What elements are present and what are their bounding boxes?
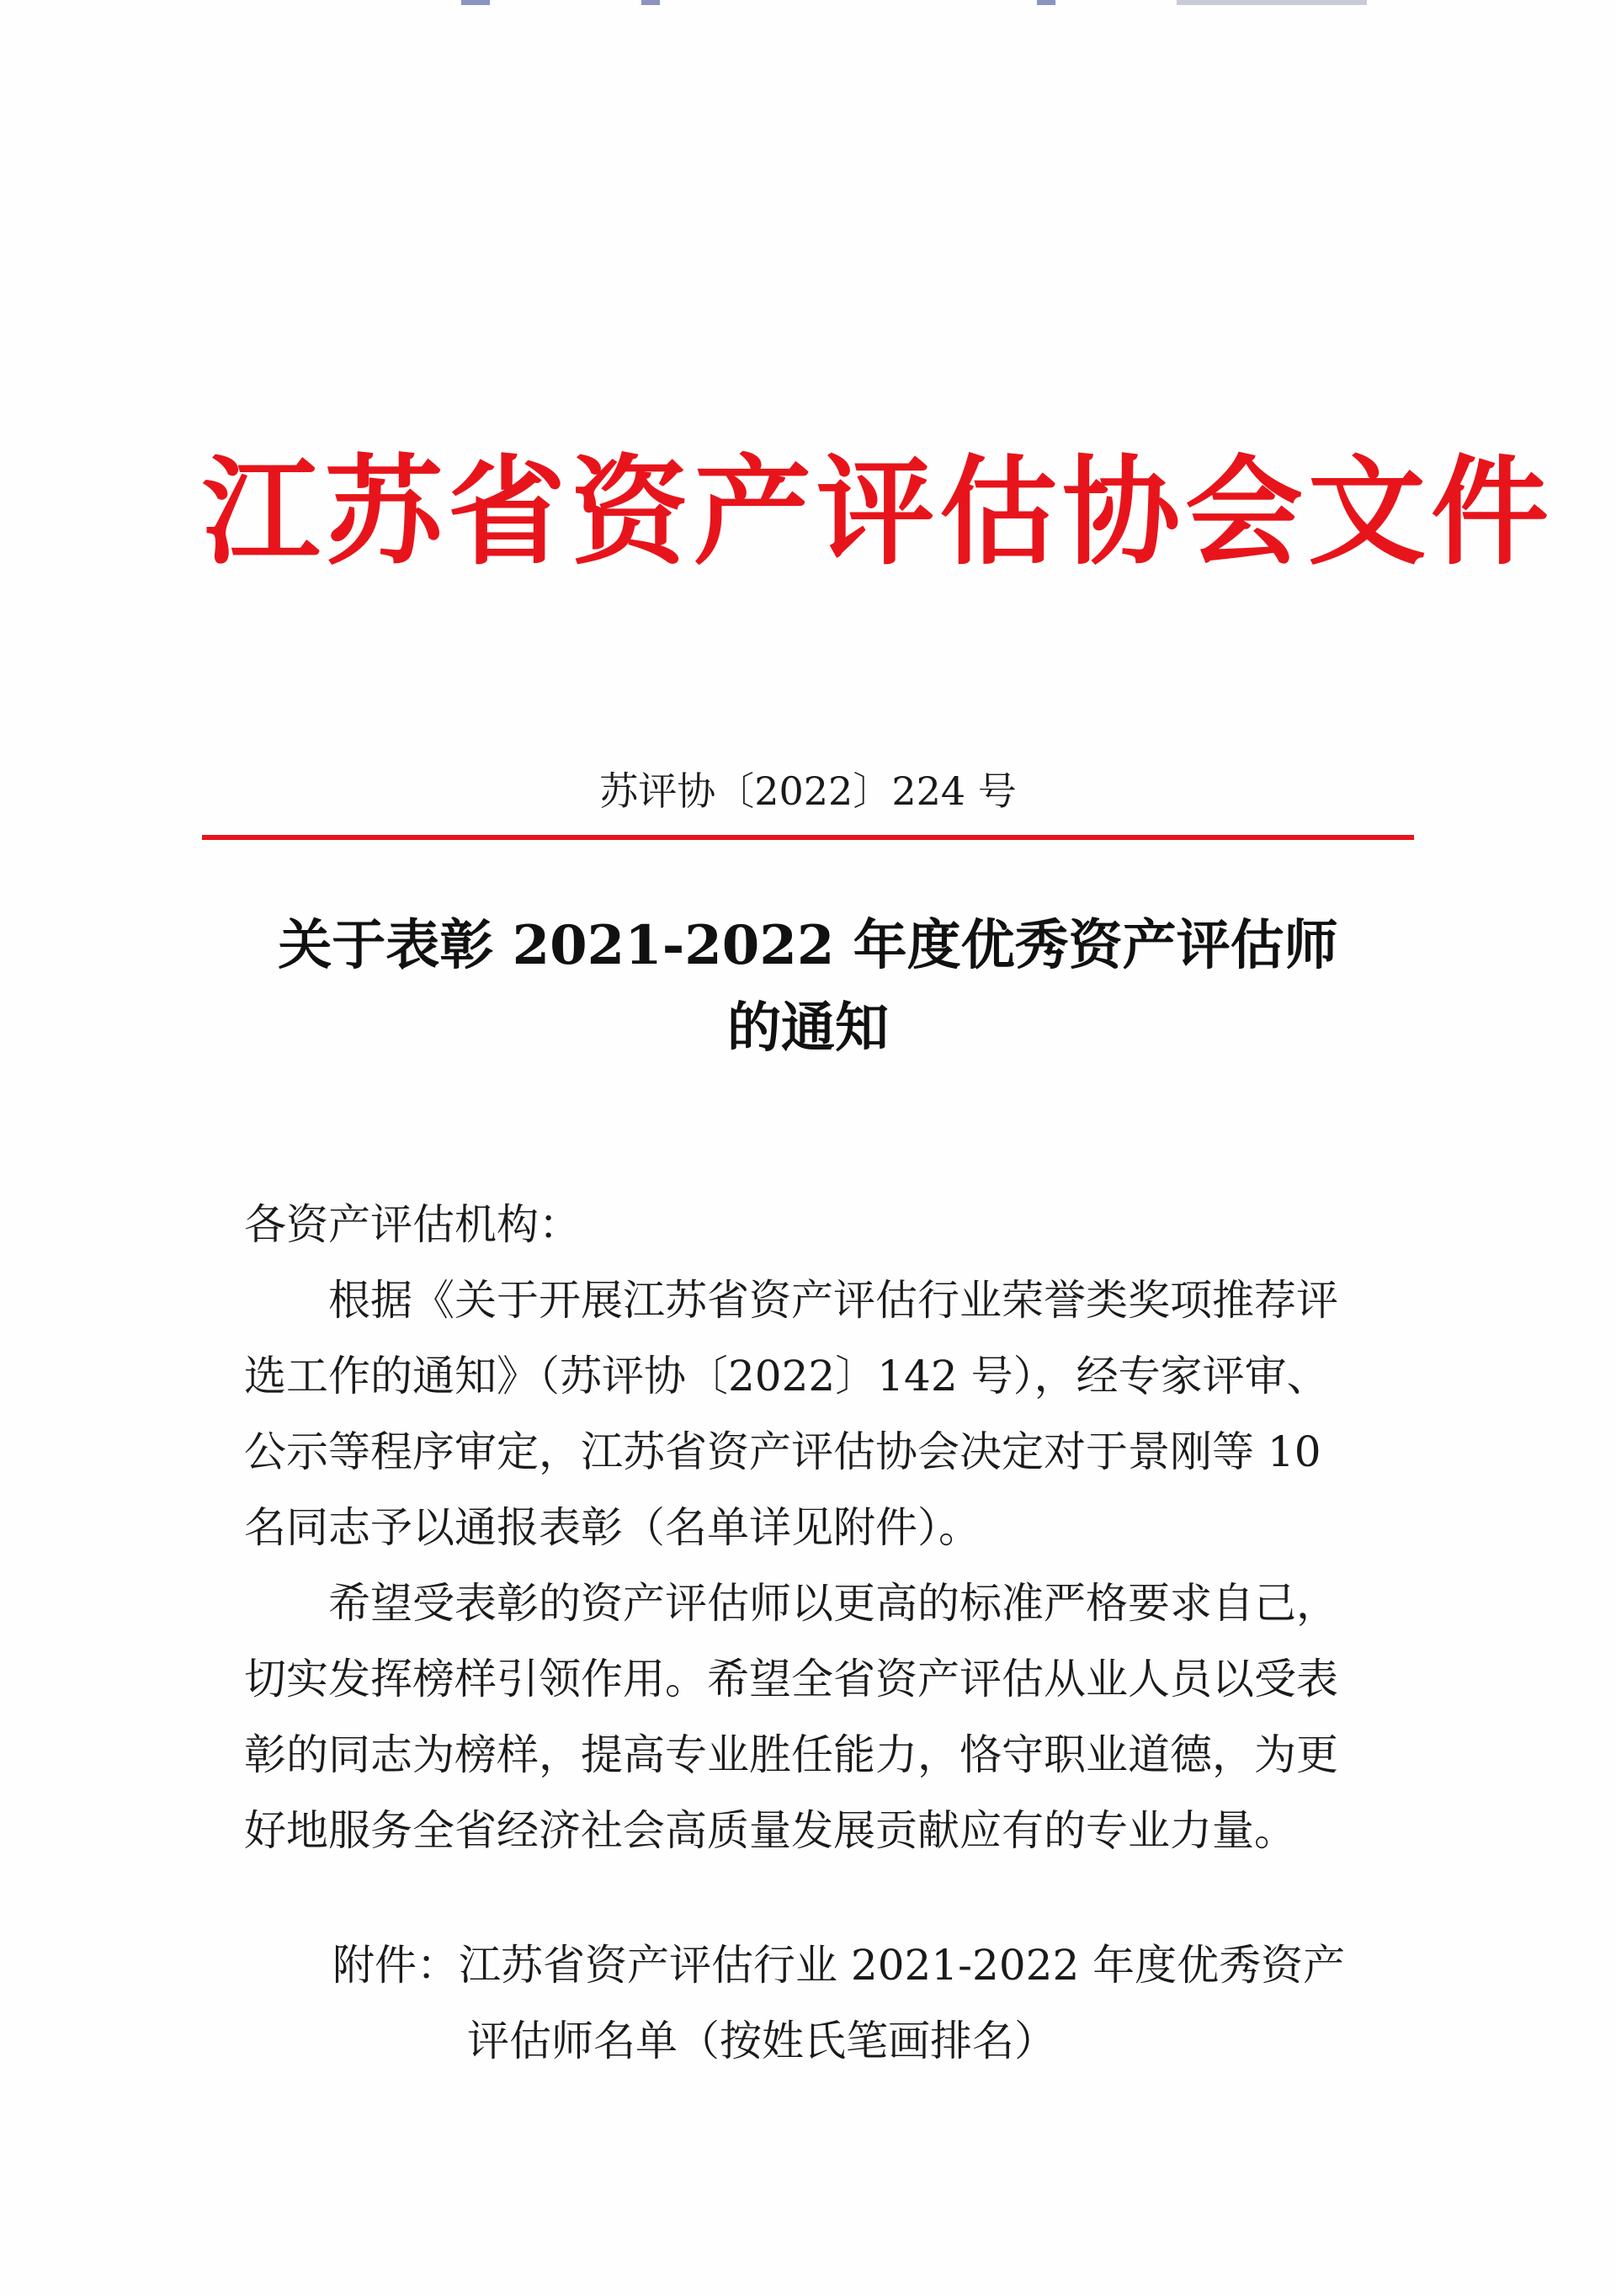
paragraph-line: 名同志予以通报表彰（名单详见附件）。 [244,1503,981,1552]
notice-body [244,1187,1389,1868]
red-divider-line [202,835,1414,840]
masthead-title: 江苏省资产评估协会文件 [202,444,1555,582]
notice-title-line-2: 的通知 [727,997,889,1060]
paragraph-line: 切实发挥榜样引领作用。希望全省资产评估从业人员以受表 [244,1655,1338,1703]
paragraph-2 [244,1565,1389,1868]
attachment-note [332,1927,1427,2079]
scan-edge-mark [1037,0,1055,5]
document-number: 苏评协〔2022〕224 号 [599,768,1017,814]
salutation: 各资产评估机构： [244,1200,581,1249]
paragraph-line: 希望受表彰的资产评估师以更高的标准严格要求自己， [328,1579,1338,1628]
attachment-line-2: 评估师名单（按姓氏笔画排名） [467,2017,1056,2065]
attachment-line-1: 附件：江苏省资产评估行业 2021-2022 年度优秀资产 [332,1941,1346,1990]
paragraph-1 [244,1262,1389,1565]
paragraph-line: 彰的同志为榜样，提高专业胜任能力，恪守职业道德，为更 [244,1730,1338,1779]
scan-edge-mark [461,0,490,5]
scan-edge-mark [641,0,660,5]
paragraph-line: 根据《关于开展江苏省资产评估行业荣誉类奖项推荐评 [328,1276,1338,1325]
notice-title-line-1: 关于表彰 2021-2022 年度优秀资产评估师 [278,914,1338,977]
scan-edge-mark [1177,0,1367,5]
paragraph-line: 选工作的通知》（苏评协〔2022〕142 号），经专家评审、 [244,1352,1329,1400]
paragraph-line: 好地服务全省经济社会高质量发展贡献应有的专业力量。 [244,1806,1296,1855]
notice-title [202,905,1414,1070]
paragraph-line: 公示等程序审定，江苏省资产评估协会决定对于景刚等 10 [244,1427,1321,1476]
